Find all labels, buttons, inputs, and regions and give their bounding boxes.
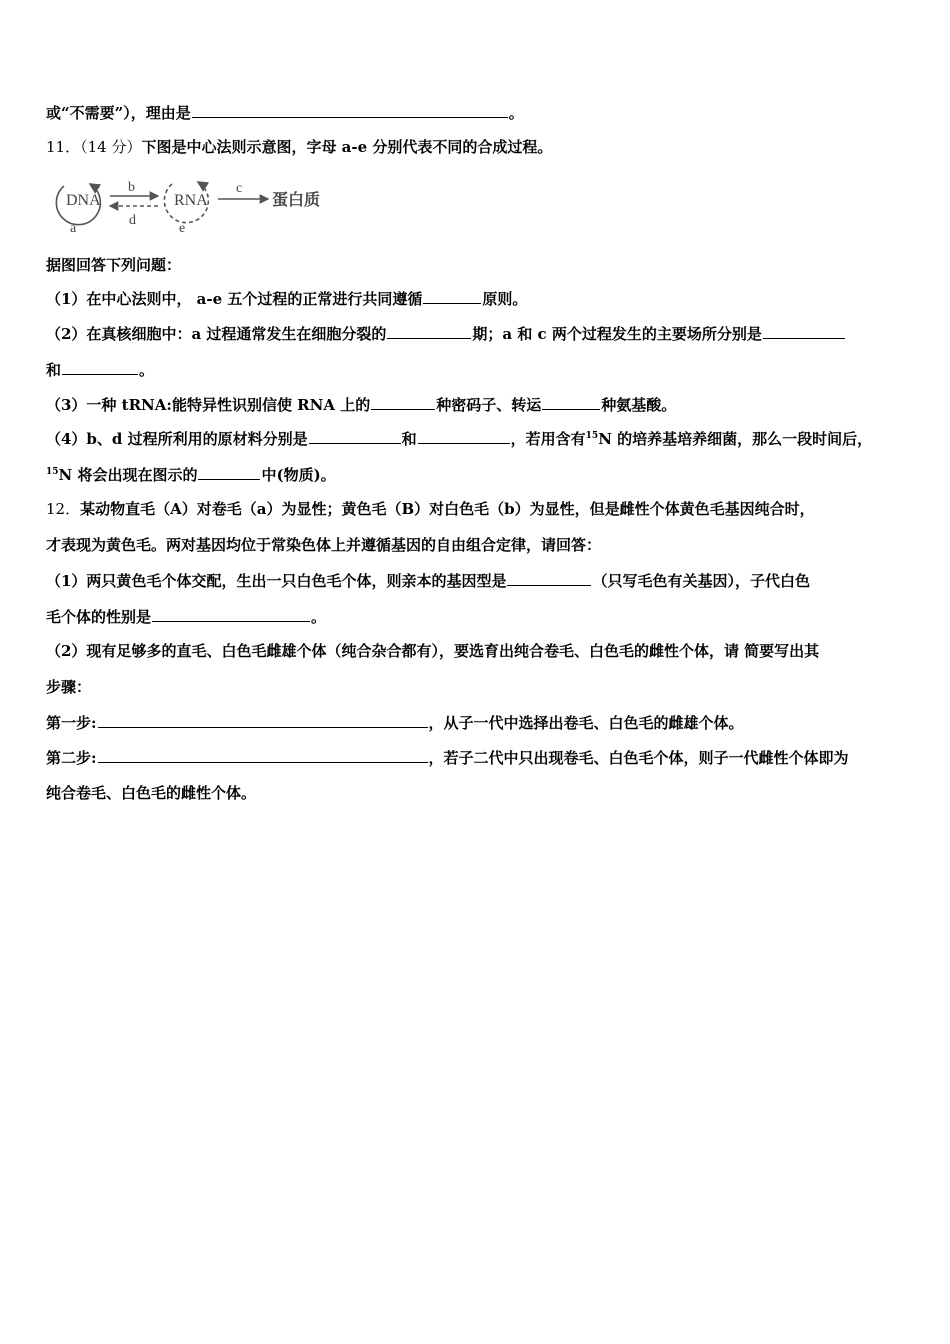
q11-p3-text-a: （3）一种 tRNA:能特异性识别信使 RNA 上的 [46, 396, 371, 414]
q11-p4-blank-1[interactable] [309, 428, 401, 444]
q11-p3-blank-1[interactable] [371, 394, 435, 410]
q12-p1-blank-1[interactable] [507, 570, 591, 586]
q12-p2-text-b: 步骤： [46, 678, 92, 696]
q12-step2-label: 第二步: [46, 749, 97, 767]
rna-label: RNA [174, 192, 208, 209]
q11-p4-blank-2[interactable] [418, 428, 510, 444]
q11-p4-text-a: （4）b、d 过程所利用的原材料分别是 [46, 430, 308, 448]
q11-p2-blank-2[interactable] [763, 323, 845, 339]
q11-p3-blank-2[interactable] [542, 394, 600, 410]
q11-p1-blank[interactable] [423, 288, 481, 304]
q12-step1 [46, 712, 744, 733]
q11-p4-text-c: ，若用含有 [510, 430, 586, 448]
q11-p2-cont [46, 359, 154, 380]
label-e: e [179, 221, 186, 234]
q11-number: 11． [46, 138, 81, 156]
q11-p4 [46, 428, 872, 449]
label-a: a [70, 221, 77, 234]
q12-p2-cont [46, 677, 91, 697]
q11-p2-text-b: 期；a 和 c 两个过程发生的主要场所分别是 [472, 325, 762, 343]
q12-p1-blank-2[interactable] [152, 606, 310, 622]
q11-p4-isotope-sup-2: 15 [46, 467, 59, 477]
q11-p2-blank-3[interactable] [62, 359, 138, 375]
q11-p4-isotope-sup: 15 [585, 431, 599, 441]
q11-p3-text-b: 种密码子、转运 [436, 396, 542, 414]
q11-p4-cont [46, 464, 336, 485]
central-dogma-diagram [50, 172, 340, 234]
q12-stem-line-2 [46, 535, 601, 555]
q12-p2 [46, 641, 819, 661]
q12-stem-2: 才表现为黄色毛。两对基因均位于常染色体上并遵循基因的自由组合定律，请回答： [46, 536, 602, 554]
q12-p1-text-c: 毛个体的性别是 [46, 608, 152, 626]
q11-p4-text-d: N 的培养基培养细菌，那么一段时间后， [598, 430, 873, 448]
q10-tail-line [46, 102, 524, 123]
q12-step1-label: 第一步: [46, 714, 97, 732]
q12-step2-cont [46, 783, 256, 803]
q12-p1-cont [46, 606, 326, 627]
q10-answer-blank[interactable] [192, 102, 508, 118]
q11-stem: 下图是中心法则示意图，字母 a-e 分别代表不同的合成过程。 [141, 138, 553, 156]
q11-p2-text-c: 和 [46, 361, 62, 379]
q12-p1-text-a: （1）两只黄色毛个体交配，生出一只白色毛个体，则亲本的基因型是 [46, 572, 507, 590]
q12-p2-text-a: （2）现有足够多的直毛、白色毛雌雄个体（纯合杂合都有），要选育出纯合卷毛、白色毛的雌性个体，请 简要写出其 [46, 642, 820, 660]
q11-p2-text-d: 。 [139, 361, 155, 379]
q12-number: 12． [46, 500, 81, 518]
q12-p1 [46, 570, 810, 591]
q11-p2 [46, 323, 846, 344]
q11-p1-text-a: （1）在中心法则中， a-e 五个过程的正常进行共同遵循 [46, 290, 423, 308]
q11-p3-text-c: 种氨基酸。 [601, 396, 677, 414]
dna-label: DNA [66, 192, 101, 209]
q12-stem-1: 某动物直毛（A）对卷毛（a）为显性；黄色毛（B）对白色毛（b）为显性，但是雌性个体黄色毛基因纯合时， [80, 500, 815, 518]
label-d: d [129, 213, 136, 228]
q11-instruction-text: 据图回答下列问题： [46, 256, 182, 274]
q11-p2-blank-1[interactable] [387, 323, 471, 339]
q12-p1-text-b: （只写毛色有关基因），子代白色 [592, 572, 810, 590]
q11-instruction [46, 255, 181, 275]
q11-p1-text-b: 原则。 [482, 290, 528, 308]
q11-points: （14 分） [80, 138, 142, 156]
q12-step2-text: ，若子二代中只出现卷毛、白色毛个体，则子一代雌性个体即为 [428, 749, 849, 767]
q11-p4-blank-3[interactable] [198, 464, 260, 480]
q10-tail-suffix: 。 [508, 104, 524, 122]
q12-step2-cont-text: 纯合卷毛、白色毛的雌性个体。 [46, 784, 257, 802]
q12-step1-text: ，从子一代中选择出卷毛、白色毛的雌雄个体。 [428, 714, 744, 732]
q12-step2 [46, 747, 849, 768]
q12-stem-line-1 [46, 499, 815, 519]
q12-step1-blank[interactable] [98, 712, 428, 728]
protein-label: 蛋白质 [272, 190, 321, 209]
label-c: c [236, 181, 243, 196]
q11-stem-line [46, 137, 552, 157]
q11-p3 [46, 394, 676, 415]
q11-p4-text-b: 和 [401, 430, 417, 448]
label-b: b [128, 180, 135, 195]
q12-p1-text-d: 。 [311, 608, 327, 626]
q11-p1 [46, 288, 527, 309]
q11-p2-text-a: （2）在真核细胞中：a 过程通常发生在细胞分裂的 [46, 325, 387, 343]
q10-tail-prefix: 或“不需要”），理由是 [46, 104, 191, 122]
q12-step2-blank[interactable] [98, 747, 428, 763]
q11-p4-text-f: 中(物质)。 [261, 466, 336, 484]
q11-p4-text-e: N 将会出现在图示的 [58, 466, 198, 484]
